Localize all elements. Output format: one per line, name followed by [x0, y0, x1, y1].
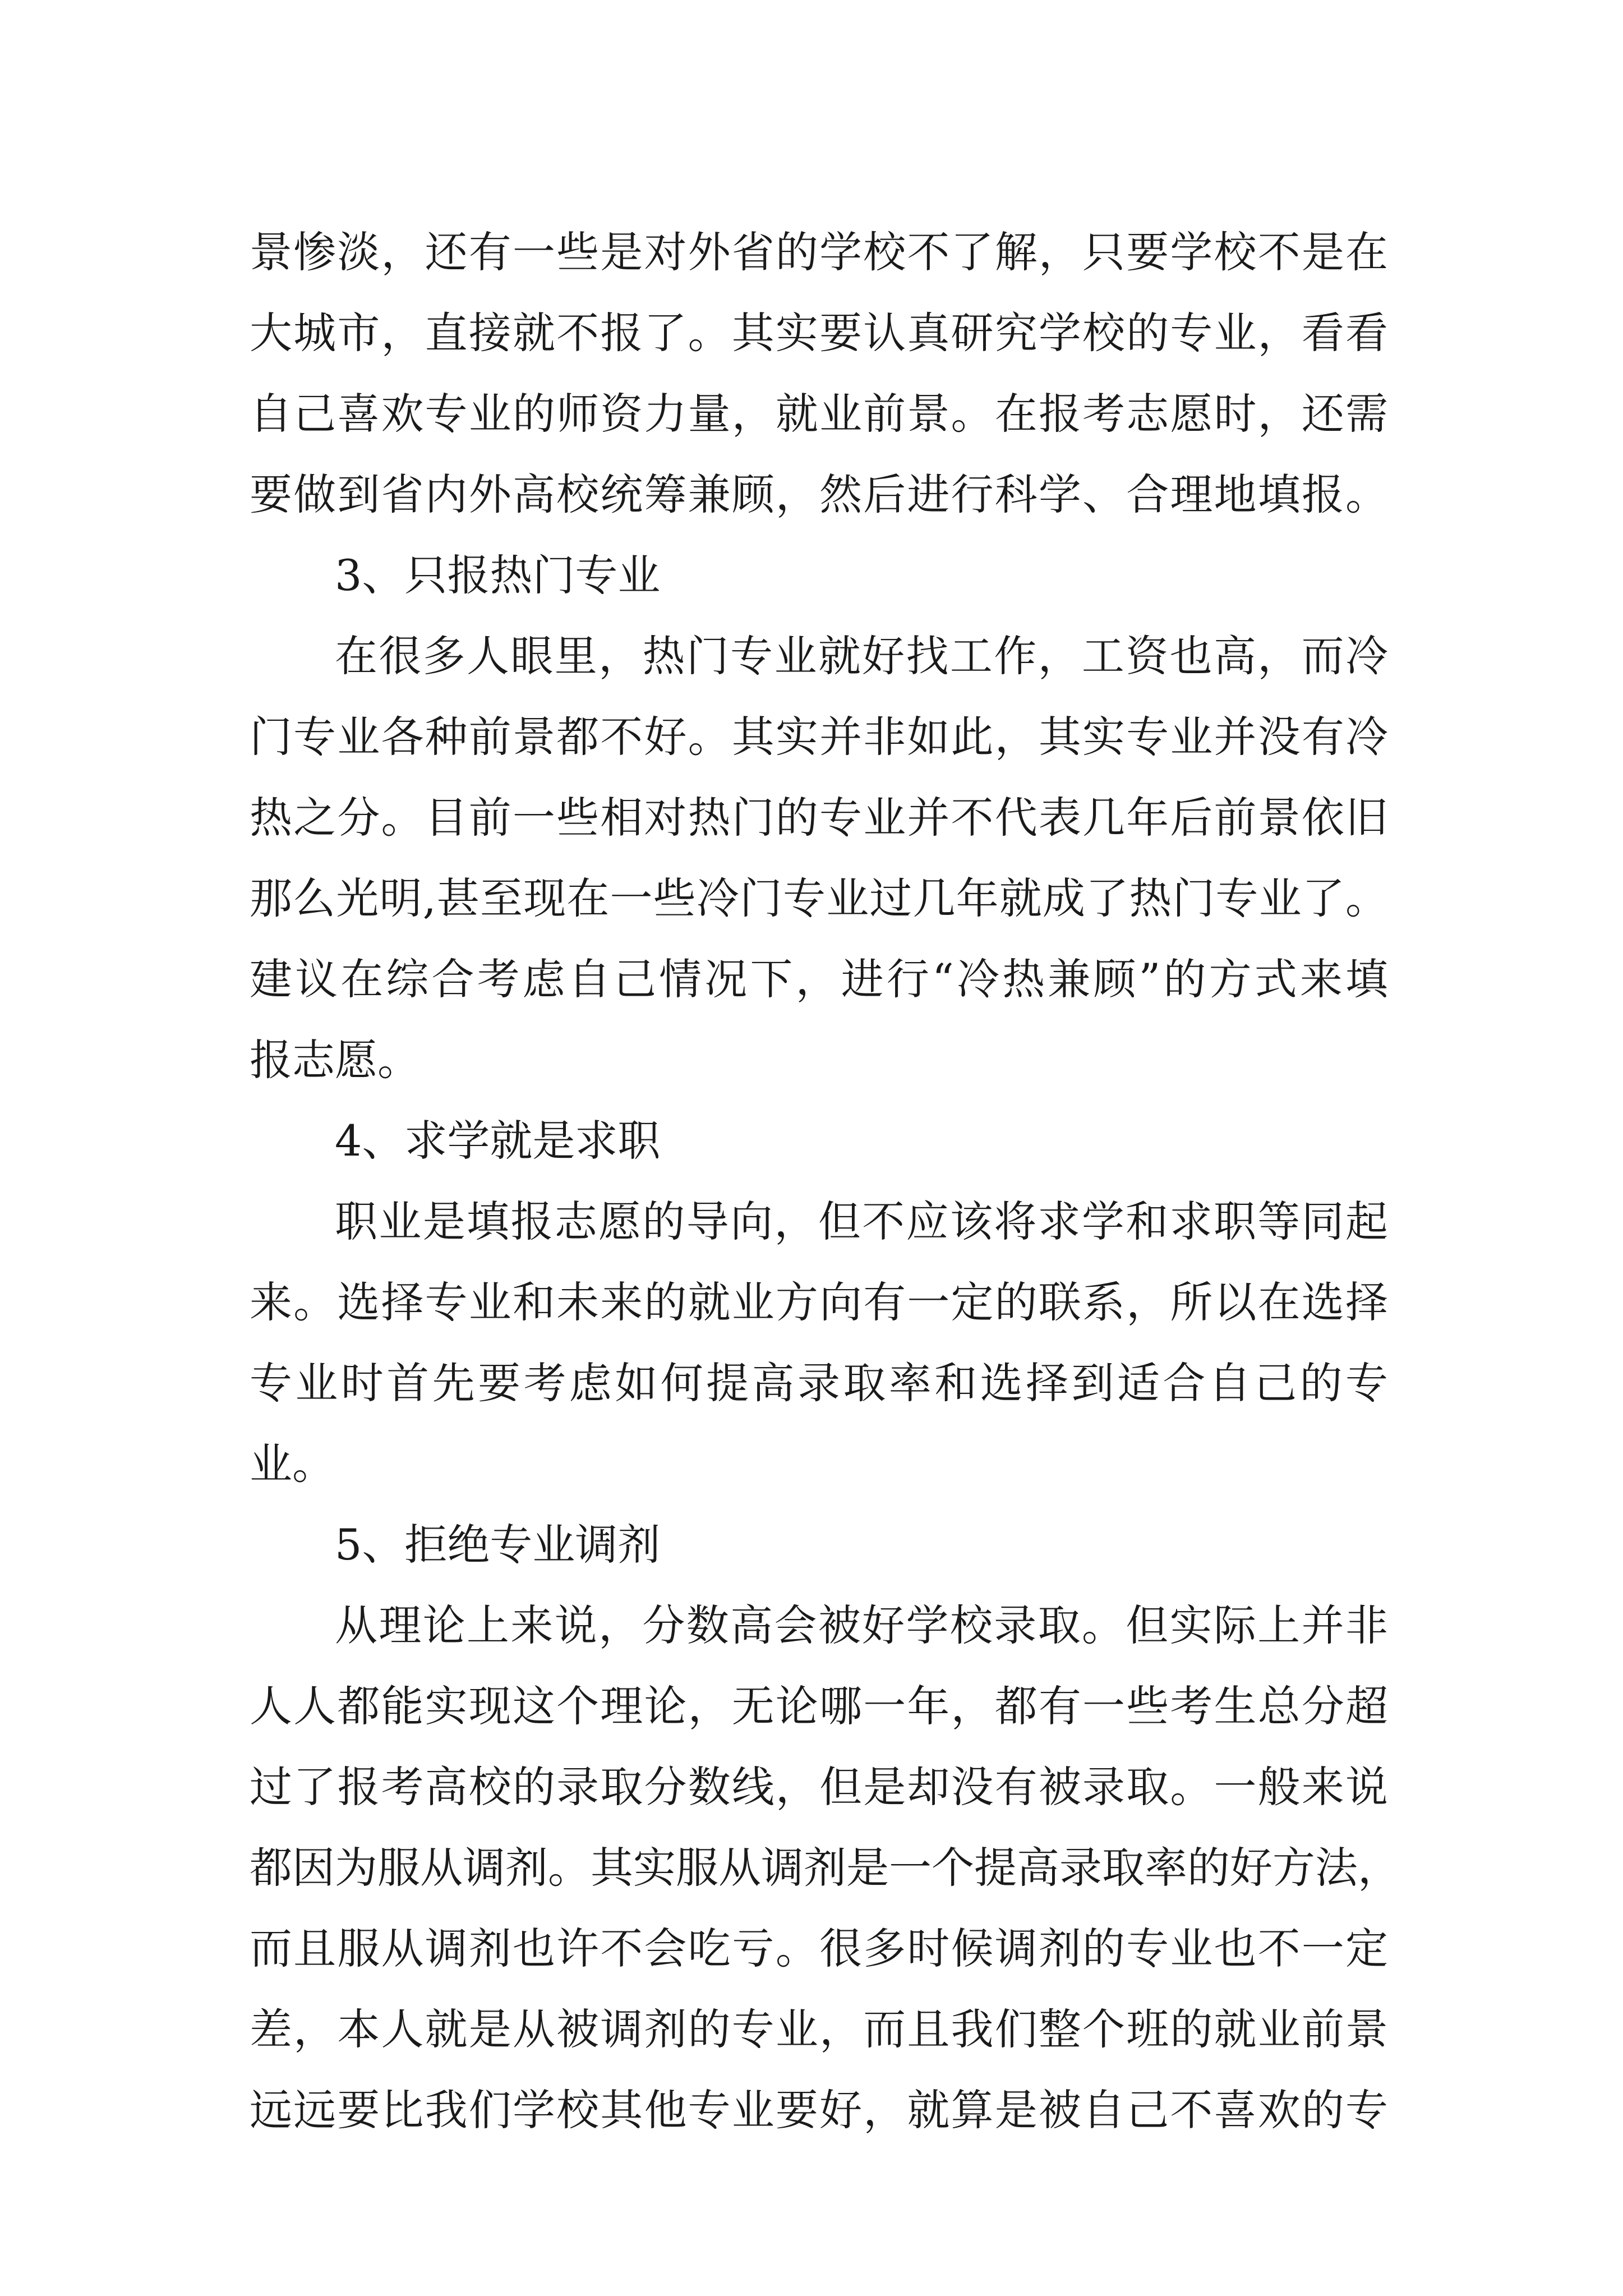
paragraph-line: 那么光明,甚至现在一些冷门专业过几年就成了热门专业了。	[250, 873, 1388, 923]
section-heading: 5、拒绝专业调剂	[335, 1520, 661, 1570]
paragraph-line: 自己喜欢专业的师资力量，就业前景。在报考志愿时，还需	[250, 389, 1388, 439]
paragraph-line: 远远要比我们学校其他专业要好，就算是被自己不喜欢的专	[250, 2085, 1388, 2135]
paragraph-line: 专业时首先要考虑如何提高录取率和选择到适合自己的专	[250, 1358, 1388, 1408]
paragraph-line: 景惨淡，还有一些是对外省的学校不了解，只要学校不是在	[250, 227, 1388, 277]
paragraph-line: 而且服从调剂也许不会吃亏。很多时候调剂的专业也不一定	[250, 1924, 1388, 1973]
paragraph-line: 大城市，直接就不报了。其实要认真研究学校的专业，看看	[250, 308, 1388, 358]
paragraph-line: 过了报考高校的录取分数线，但是却没有被录取。一般来说	[250, 1762, 1388, 1812]
paragraph-line: 门专业各种前景都不好。其实并非如此，其实专业并没有冷	[250, 712, 1388, 762]
paragraph-line: 职业是填报志愿的导向，但不应该将求学和求职等同起	[335, 1197, 1388, 1246]
paragraph-line: 人人都能实现这个理论，无论哪一年，都有一些考生总分超	[250, 1681, 1388, 1731]
paragraph-line: 热之分。目前一些相对热门的专业并不代表几年后前景依旧	[250, 793, 1388, 843]
paragraph-line: 都因为服从调剂。其实服从调剂是一个提高录取率的好方法，	[250, 1843, 1400, 1893]
body-text	[250, 212, 1400, 2151]
paragraph-line: 从理论上来说，分数高会被好学校录取。但实际上并非	[335, 1600, 1388, 1650]
paragraph-line: 要做到省内外高校统筹兼顾，然后进行科学、合理地填报。	[250, 470, 1388, 519]
section-heading: 4、求学就是求职	[335, 1116, 661, 1166]
paragraph-line: 差，本人就是从被调剂的专业，而且我们整个班的就业前景	[250, 2004, 1388, 2054]
paragraph-line: 报志愿。	[250, 1035, 420, 1085]
paragraph-line: 业。	[250, 1439, 335, 1489]
paragraph-line: 来。选择专业和未来的就业方向有一定的联系，所以在选择	[250, 1277, 1388, 1327]
paragraph-line: 在很多人眼里，热门专业就好找工作，工资也高，而冷	[335, 631, 1388, 681]
section-heading: 3、只报热门专业	[335, 550, 661, 600]
paragraph-line: 建议在综合考虑自己情况下，进行“冷热兼顾”的方式来填	[250, 954, 1388, 1004]
